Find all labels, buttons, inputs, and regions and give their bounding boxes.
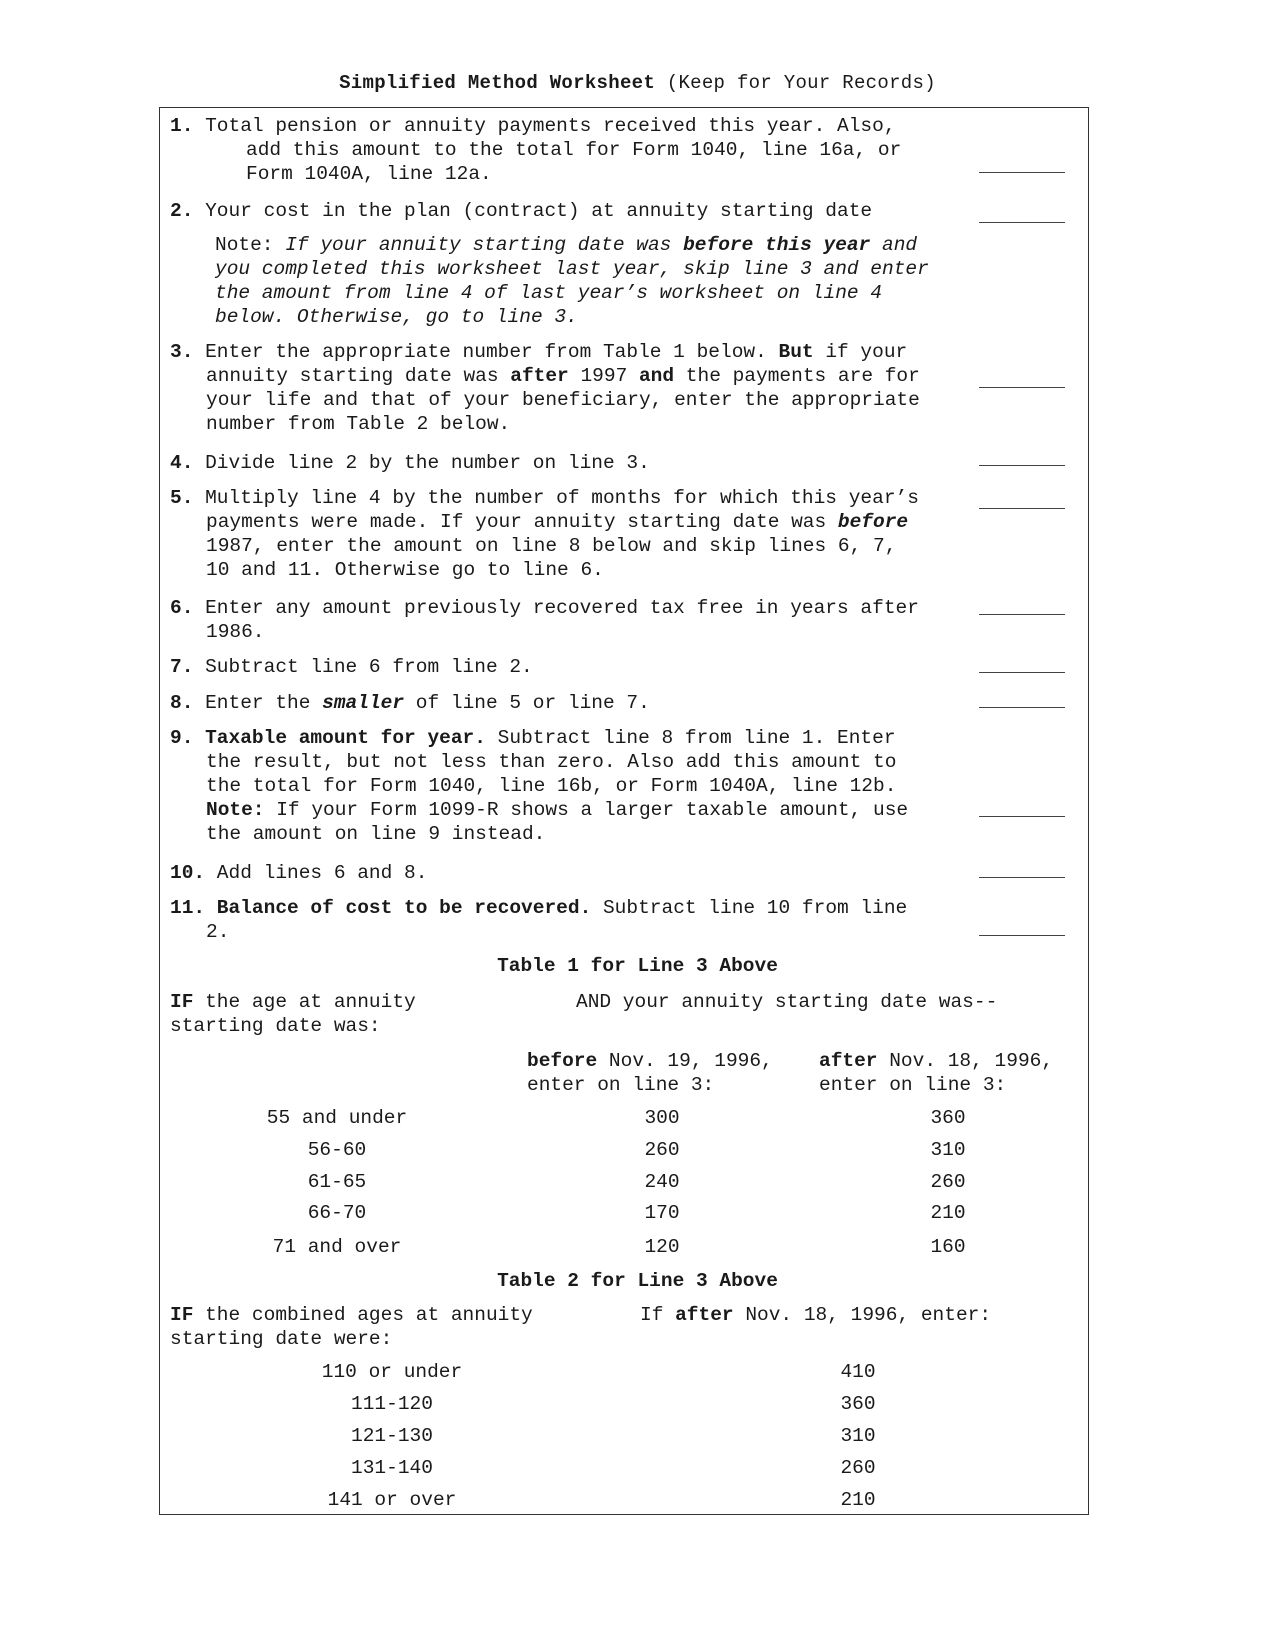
table-1-if-text-b: starting date was: [170, 1015, 381, 1037]
table-1-after-value: 360 [930, 1107, 966, 1129]
note-text-bold: before this year [683, 234, 871, 256]
table-2-value: 210 [840, 1489, 876, 1511]
line-4-row [170, 451, 650, 475]
line-10-text: Add lines 6 and 8. [205, 862, 428, 884]
line-8-text-a: Enter the [193, 692, 323, 714]
title-rest: (Keep for Your Records) [655, 72, 936, 94]
table-1-after-value: 210 [930, 1202, 966, 1224]
table-2-ages: 121-130 [351, 1425, 433, 1447]
table-1-col-before-text: Nov. 19, 1996, [597, 1050, 773, 1072]
line-1-number: 1. [170, 115, 194, 137]
line-3-row-a [170, 340, 907, 364]
line-3-text-b3: the payments are for [674, 365, 920, 387]
note-text-c: the amount from line 4 of last year’s worksheet on line 4 [215, 282, 883, 304]
table-1-age: 66-70 [307, 1202, 367, 1224]
line-9-text-e: the amount on line 9 instead. [206, 823, 546, 845]
table-2-ages: 141 or over [327, 1489, 457, 1511]
line-3-number: 3. [170, 341, 194, 363]
line-1-entry-field[interactable] [979, 172, 1065, 173]
table-2-title [0, 1269, 1275, 1293]
line-9-number: 9. [170, 727, 194, 749]
line-3-text-c: your life and that of your beneficiary, enter the appropriate [206, 389, 920, 411]
table-1-col-after-bold: after [819, 1050, 878, 1072]
line-3-text-b1: annuity starting date was [206, 365, 511, 387]
line-5-row-a [170, 486, 919, 510]
line-9-text-a: Subtract line 8 from line 1. Enter [485, 727, 896, 749]
table-1-age: 61-65 [307, 1171, 367, 1193]
table-1-if-row-a [170, 990, 416, 1014]
table-2-col-after: after [675, 1304, 734, 1326]
note-text-b: you completed this worksheet last year, skip line 3 and enter [215, 258, 929, 280]
line-3-text-d: number from Table 2 below. [206, 413, 511, 435]
table-1-col-before-bold: before [527, 1050, 598, 1072]
note-label: Note: [215, 234, 286, 256]
line-11-row-a [170, 896, 907, 920]
line-8-row [170, 691, 650, 715]
table-1-before-value: 260 [644, 1139, 680, 1161]
line-6-row-a [170, 596, 919, 620]
line-3-text-but: But [778, 341, 814, 363]
table-2-value: 410 [840, 1361, 876, 1383]
line-5-row-b [206, 510, 908, 534]
line-4-number: 4. [170, 452, 194, 474]
table-2-ages: 111-120 [351, 1393, 433, 1415]
line-3-row-b [206, 364, 920, 388]
line-11-number: 11. [170, 897, 206, 919]
table-1-if-text-a: the age at annuity [193, 991, 416, 1013]
line-4-entry-field[interactable] [979, 465, 1065, 466]
line-7-number: 7. [170, 656, 194, 678]
line-1-text-a: Total pension or annuity payments received this year. Also, [193, 115, 896, 137]
line-3-text-b2: 1997 [568, 365, 639, 387]
table-2-value: 310 [840, 1425, 876, 1447]
line-3-text-a2: if your [813, 341, 908, 363]
line-6-text-a: Enter any amount previously recovered tax free in years after [193, 597, 919, 619]
line-10-number: 10. [170, 862, 206, 884]
line-9-text-b: the result, but not less than zero. Also add this amount to [206, 751, 897, 773]
table-1-after-value: 160 [930, 1236, 966, 1258]
title-bold: Simplified Method Worksheet [339, 72, 656, 94]
table-1-col-after-text: Nov. 18, 1996, [877, 1050, 1054, 1072]
line-3-text-a1: Enter the appropriate number from Table 1 below. [193, 341, 779, 363]
table-1-if-label: IF [170, 991, 194, 1013]
line-2-text: Your cost in the plan (contract) at annuity starting date [193, 200, 873, 222]
line-7-entry-field[interactable] [979, 672, 1065, 673]
line-8-entry-field[interactable] [979, 707, 1065, 708]
line-7-text: Subtract line 6 from line 2. [193, 656, 533, 678]
line-8-number: 8. [170, 692, 194, 714]
table-2-value: 360 [840, 1393, 876, 1415]
line-1-text-c: Form 1040A, line 12a. [246, 163, 492, 185]
line-9-text-d: If your Form 1099-R shows a larger taxable amount, use [264, 799, 909, 821]
table-1-before-value: 240 [644, 1171, 680, 1193]
table-1-col-before-text-b: enter on line 3: [527, 1074, 715, 1096]
table-1-before-value: 170 [644, 1202, 680, 1224]
line-5-number: 5. [170, 487, 194, 509]
table-1-before-value: 120 [644, 1236, 680, 1258]
page-title [0, 72, 1275, 94]
line-11-text-b: 2. [206, 921, 230, 943]
line-9-text-c: the total for Form 1040, line 16b, or Form 1040A, line 12b. [206, 775, 897, 797]
line-11-heading: Balance of cost to be recovered. [205, 897, 592, 919]
line-11-text-a: Subtract line 10 from line [591, 897, 908, 919]
line-5-text-d: 10 and 11. Otherwise go to line 6. [206, 559, 604, 581]
table-2-value: 260 [840, 1457, 876, 1479]
line-5-text-b: payments were made. If your annuity starting date was [206, 511, 838, 533]
table-1-col-before-row-a [527, 1049, 773, 1073]
line-2-entry-field[interactable] [979, 222, 1065, 223]
table-1-age: 55 and under [266, 1107, 408, 1129]
table-1-col-after-row-a [819, 1049, 1053, 1073]
line-6-number: 6. [170, 597, 194, 619]
line-3-text-and: and [638, 365, 675, 387]
table-2-col-pre: If [640, 1304, 676, 1326]
line-5-text-a: Multiply line 4 by the number of months for which this year’s [193, 487, 919, 509]
table-1-age: 71 and over [272, 1236, 402, 1258]
line-5-text-c: 1987, enter the amount on line 8 below and skip lines 6, 7, [206, 535, 897, 557]
note-text-d: below. Otherwise, go to line 3. [215, 306, 578, 328]
line-10-entry-field[interactable] [979, 877, 1065, 878]
table-1-after-value: 260 [930, 1171, 966, 1193]
table-1-after-value: 310 [930, 1139, 966, 1161]
table-2-if-text-b: starting date were: [170, 1328, 393, 1350]
table-2-ages: 131-140 [351, 1457, 433, 1479]
line-3-text-after: after [510, 365, 569, 387]
line-8-text-smaller: smaller [322, 692, 405, 714]
table-2-col-rest: Nov. 18, 1996, enter: [733, 1304, 992, 1326]
table-1-age: 56-60 [307, 1139, 367, 1161]
table-1-and-header: AND your annuity starting date was-- [576, 991, 998, 1013]
line-2-row [170, 199, 872, 223]
line-9-row-a [170, 726, 896, 750]
line-9-heading: Taxable amount for year. [193, 727, 486, 749]
table-2-col-header [640, 1303, 991, 1327]
table-1-before-value: 300 [644, 1107, 680, 1129]
table-2-if-row-a [170, 1303, 533, 1327]
line-9-row-d [206, 798, 908, 822]
line-9-entry-field[interactable] [979, 816, 1065, 817]
line-5-text-before: before [837, 511, 909, 533]
line-8-text-b: of line 5 or line 7. [404, 692, 650, 714]
line-2-number: 2. [170, 200, 194, 222]
line-5-entry-field[interactable] [979, 508, 1065, 509]
line-4-text: Divide line 2 by the number on line 3. [193, 452, 650, 474]
note-text-a1: If your annuity starting date was [285, 234, 684, 256]
table-1-title [0, 954, 1275, 978]
table-2-ages: 110 or under [321, 1361, 463, 1383]
table-1-col-after-text-b: enter on line 3: [819, 1074, 1007, 1096]
line-11-entry-field[interactable] [979, 935, 1065, 936]
line-1-text-b: add this amount to the total for Form 1040, line 16a, or [246, 139, 902, 161]
line-6-entry-field[interactable] [979, 614, 1065, 615]
line-9-note-label: Note: [206, 799, 265, 821]
line-10-row [170, 861, 427, 885]
note-row-a [215, 233, 917, 257]
table-2-title-text: Table 2 for Line 3 Above [497, 1270, 778, 1292]
table-2-if-text-a: the combined ages at annuity [193, 1304, 533, 1326]
line-7-row [170, 655, 533, 679]
line-1-row-a [170, 114, 896, 138]
table-1-title-text: Table 1 for Line 3 Above [497, 955, 778, 977]
line-3-entry-field[interactable] [979, 387, 1065, 388]
line-6-text-b: 1986. [206, 621, 265, 643]
table-2-if-label: IF [170, 1304, 194, 1326]
note-text-a2: and [870, 234, 918, 256]
